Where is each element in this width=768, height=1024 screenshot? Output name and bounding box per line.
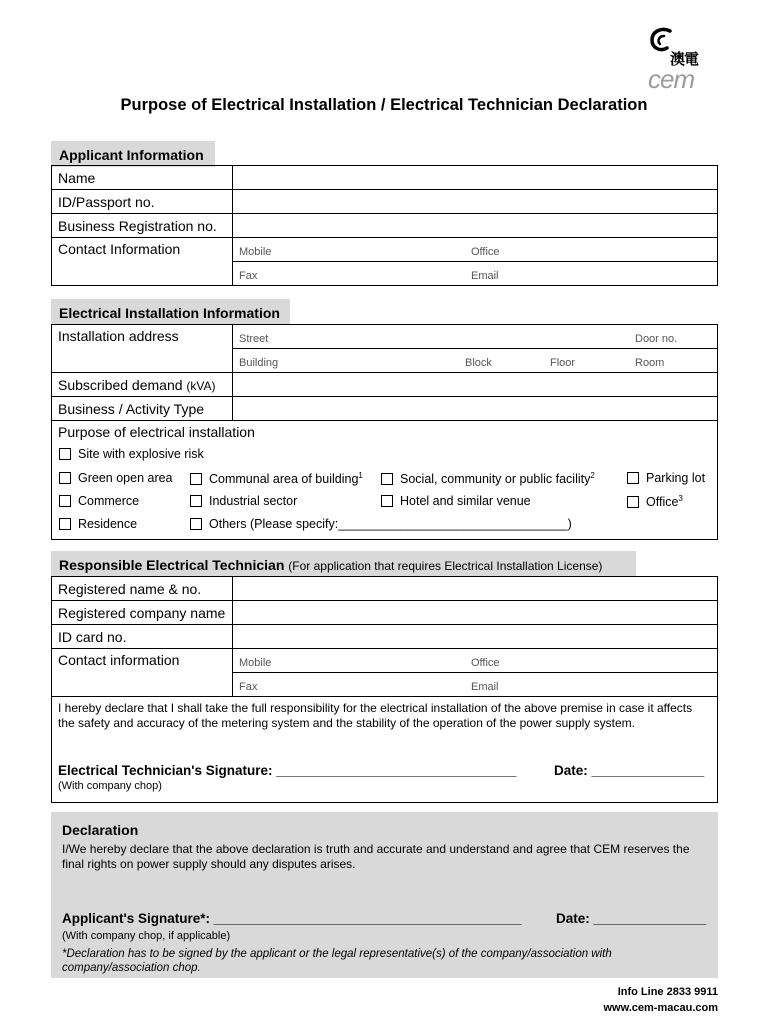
fax-label: Fax [239,269,258,282]
table-row [52,397,718,421]
option-label: Others (Please specify:_________________________________) [209,517,572,531]
mobile-label: Mobile [239,245,272,258]
cem-logo [640,26,720,96]
technician-section-heading [51,551,636,577]
tech-fax-email-field[interactable] [233,673,718,697]
footnote-marker: 2 [590,471,595,480]
page-title: Purpose of Electrical Installation / Electrical Technician Declaration [120,96,648,114]
footnote-marker: 1 [358,471,363,480]
technician-signature-line[interactable]: Electrical Technician's Signature: ________________________________ [58,763,517,778]
table-row [52,625,718,649]
block-label: Block [465,356,492,369]
option-label: Industrial sector [209,494,298,508]
table-row [52,190,718,214]
checkbox[interactable] [627,472,639,484]
option-hotel[interactable] [381,494,531,508]
registered-company-field[interactable] [233,601,718,625]
declaration-footnote: *Declaration has to be signed by the applicant or the legal representative(s) of the company/association with company/association chop. [62,948,612,974]
tech-mobile-office-field[interactable] [233,649,718,673]
mobile-label: Mobile [239,656,272,669]
street-label: Street [239,332,269,345]
checkbox[interactable] [59,472,71,484]
registered-name-field[interactable] [233,577,718,601]
technician-date-line[interactable]: Date: _______________ [554,763,705,778]
checkbox[interactable] [59,518,71,530]
option-commerce[interactable] [59,494,139,508]
checkbox[interactable] [627,496,639,508]
installation-section-heading: Electrical Installation Information [51,299,290,325]
table-row [52,238,718,262]
checkbox[interactable] [190,473,202,485]
option-green[interactable] [59,471,173,485]
office-label: Office [471,656,500,669]
technician-heading-text: Responsible Electrical Technician [59,557,285,573]
business-reg-label: Business Registration no. [52,214,233,238]
id-passport-label: ID/Passport no. [52,190,233,214]
address-building-field[interactable] [233,349,718,373]
business-reg-field[interactable] [233,214,718,238]
contact-fax-email-field[interactable] [233,262,718,286]
option-label: Residence [78,517,138,531]
id-card-label: ID card no. [52,625,233,649]
option-label: Parking lot [646,471,706,485]
email-label: Email [471,680,499,693]
table-row [52,166,718,190]
option-communal[interactable] [190,471,363,486]
building-label: Building [239,356,279,369]
table-row [52,325,718,349]
option-office[interactable] [627,494,683,509]
room-label: Room [635,356,665,369]
option-label: Site with explosive risk [78,447,204,461]
option-social[interactable] [381,471,595,486]
table-row [52,649,718,673]
fax-label: Fax [239,680,258,693]
registered-company-label: Registered company name [52,601,233,625]
door-label: Door no. [635,332,678,345]
option-residence[interactable] [59,517,137,531]
checkbox[interactable] [381,495,393,507]
technician-statement: I hereby declare that I shall take the full responsibility for the electrical installation of the above premise in case it affects the safety and accuracy of the metering system and the stability of the operation of the power supply system. [58,701,693,730]
option-parking[interactable] [627,471,705,485]
applicant-date-line[interactable]: Date: _______________ [556,911,707,926]
option-others[interactable] [190,517,572,531]
info-line: Info Line 2833 9911 [617,986,718,998]
checkbox[interactable] [190,518,202,530]
logo-chinese-text: 澳電 [670,50,699,68]
address-street-field[interactable] [233,325,718,349]
registered-name-label: Registered name & no. [52,577,233,601]
applicant-signature-line[interactable]: Applicant's Signature*: _________________________________________ [62,911,522,926]
checkbox[interactable] [59,448,71,460]
option-industrial[interactable] [190,494,297,508]
applicant-table [51,165,718,286]
option-label: Commerce [78,494,140,508]
business-type-label: Business / Activity Type [52,397,233,421]
table-row [52,577,718,601]
declaration-text: I/We hereby declare that the above declaration is truth and accurate and understand and agree that CEM reserves the final rights on power supply should any disputes arises. [62,842,690,871]
technician-chop-note: (With company chop) [58,780,162,792]
business-type-field[interactable] [233,397,718,421]
declaration-heading: Declaration [62,822,139,838]
tech-contact-label: Contact information [52,649,233,697]
option-label: Hotel and similar venue [400,494,531,508]
table-row [52,214,718,238]
technician-heading-note: (For application that requires Electrical Installation License) [288,559,603,573]
option-label: Social, community or public facility [400,472,591,487]
id-card-field[interactable] [233,625,718,649]
checkbox[interactable] [59,495,71,507]
table-row [52,601,718,625]
subscribed-demand-field[interactable] [233,373,718,397]
applicant-chop-note: (With company chop, if applicable) [62,930,231,942]
id-passport-field[interactable] [233,190,718,214]
floor-label: Floor [550,356,576,369]
option-label: Green open area [78,471,173,485]
footnote-marker: 3 [678,494,683,503]
checkbox[interactable] [190,495,202,507]
contact-mobile-office-field[interactable] [233,238,718,262]
demand-label-text: Subscribed demand [58,376,183,393]
name-label: Name [52,166,233,190]
purpose-label: Purpose of electrical installation [58,424,255,440]
website-link[interactable]: www.cem-macau.com [603,1002,718,1014]
logo-english-text: cem [648,64,695,94]
option-explosive[interactable] [59,447,204,461]
checkbox[interactable] [381,473,393,485]
demand-unit: (kVA) [186,378,216,393]
contact-info-label: Contact Information [52,238,233,286]
option-label: Office [646,495,679,510]
office-label: Office [471,245,500,258]
subscribed-demand-label [52,373,233,397]
installation-address-label: Installation address [52,325,233,373]
table-row [52,373,718,397]
option-label: Communal area of building [209,472,359,487]
name-field[interactable] [233,166,718,190]
email-label: Email [471,269,499,282]
footer [603,984,718,1016]
applicant-section-heading: Applicant Information [51,141,215,167]
